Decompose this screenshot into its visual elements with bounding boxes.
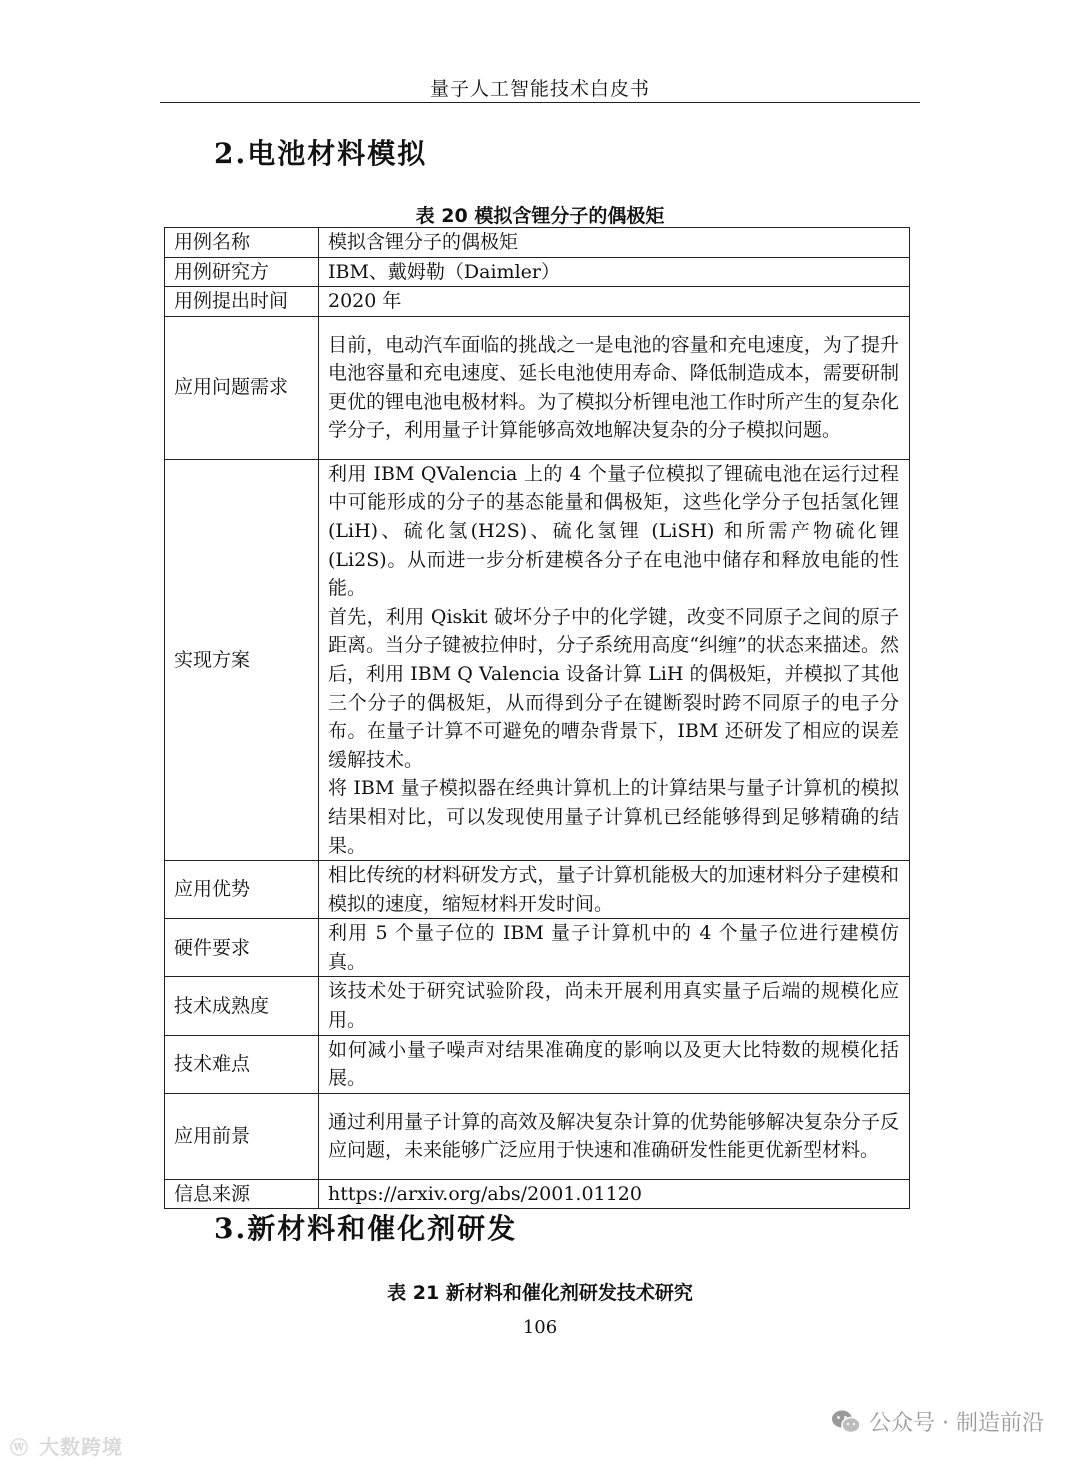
table-row: [165, 316, 910, 459]
row-paragraph: 将 IBM 量子模拟器在经典计算机上的计算结果与量子计算机的模拟结果相对比，可以发现使用量子计算机已经能够得到足够精确的结果。: [328, 777, 899, 857]
row-value: [319, 861, 910, 919]
wechat-icon: [831, 1409, 861, 1435]
source-link[interactable]: https://arxiv.org/abs/2001.01120: [328, 1182, 642, 1205]
row-paragraph: 2020 年: [328, 290, 402, 313]
section-title-catalyst: 3.新材料和催化剂研发: [214, 1212, 518, 1245]
table-row: [165, 228, 910, 258]
table-row: [165, 1035, 910, 1093]
row-paragraph: 模拟含锂分子的偶极矩: [328, 231, 519, 253]
use-case-table: [164, 227, 910, 1209]
table-row: [165, 459, 910, 860]
watermark-right: [831, 1406, 1044, 1437]
table-row: [165, 257, 910, 287]
row-value: [319, 919, 910, 977]
row-label: 用例提出时间: [165, 287, 319, 317]
table-row: [165, 287, 910, 317]
weibo-icon: ⓦ: [10, 1438, 29, 1459]
row-paragraph: 目前，电动汽车面临的挑战之一是电池的容量和充电速度，为了提升电池容量和充电速度、延长电池使用寿命、降低制造成本，需要研制更优的锂电池电极材料。为了模拟分析锂电池工作时所产生的复杂化学分子，利用量子计算能够高效地解决复杂的分子模拟问题。: [328, 333, 899, 442]
row-paragraph: IBM、戴姆勒（Daimler）: [328, 260, 560, 283]
row-label: 硬件要求: [165, 919, 319, 977]
watermark-left-text: 大数跨境: [38, 1435, 123, 1459]
row-value: [319, 316, 910, 459]
page-number: 106: [522, 1317, 558, 1338]
row-value: [319, 228, 910, 258]
table-row: [165, 1179, 910, 1209]
table-caption-21: 表 21 新材料和催化剂研发技术研究: [387, 1282, 693, 1304]
watermark-right-text: 公众号 · 制造前沿: [869, 1411, 1044, 1436]
row-label: 应用前景: [165, 1093, 319, 1179]
row-label: 应用问题需求: [165, 316, 319, 459]
table-row: [165, 861, 910, 919]
table-row: [165, 919, 910, 977]
row-value: [319, 1179, 910, 1209]
header-divider: [160, 102, 920, 103]
row-label: 用例名称: [165, 228, 319, 258]
row-paragraph: 该技术处于研究试验阶段，尚未开展利用真实量子后端的规模化应用。: [328, 980, 899, 1032]
row-paragraph: 通过利用量子计算的高效及解决复杂计算的优势能够解决复杂分子反应问题，未来能够广泛应用于快速和准确研发性能更优新型材料。: [328, 1110, 899, 1162]
row-value: [319, 257, 910, 287]
row-value: [319, 459, 910, 860]
row-label: 技术成熟度: [165, 977, 319, 1035]
row-paragraph: 利用 5 个量子位的 IBM 量子计算机中的 4 个量子位进行建模仿真。: [328, 922, 899, 973]
row-value: [319, 977, 910, 1035]
table-row: [165, 977, 910, 1035]
row-label: 实现方案: [165, 459, 319, 860]
row-value: [319, 1035, 910, 1093]
row-paragraph: 利用 IBM QValencia 上的 4 个量子位模拟了锂硫电池在运行过程中可能形成的分子的基态能量和偶极矩，这些化学分子包括氢化锂 (LiH)、硫化氢(H2S)、硫化氢锂 (LiSH) 和所需产物硫化锂 (Li2S)。从而进一步分析建模各分子在电池中储存和释放电能的性能。: [328, 462, 899, 600]
watermark-left: [10, 1431, 123, 1460]
table-row: [165, 1093, 910, 1179]
row-label: 应用优势: [165, 861, 319, 919]
section-title-battery: 2.电池材料模拟: [214, 137, 428, 170]
row-label: 技术难点: [165, 1035, 319, 1093]
page-header-title: 量子人工智能技术白皮书: [429, 78, 650, 100]
table-caption-20: 表 20 模拟含锂分子的偶极矩: [415, 205, 665, 227]
row-paragraph: 相比传统的材料研发方式，量子计算机能极大的加速材料分子建模和模拟的速度，缩短材料开发时间。: [328, 864, 899, 915]
row-value: [319, 1093, 910, 1179]
row-label: 信息来源: [165, 1179, 319, 1209]
row-paragraph: 首先，利用 Qiskit 破坏分子中的化学键，改变不同原子之间的原子距离。当分子键被拉伸时，分子系统用高度“纠缠”的状态来描述。然后，利用 IBM Q Valencia 设备计算 LiH 的偶极矩，并模拟了其他三个分子的偶极矩，从而得到分子在键断裂时跨不同原子的电子分布。在量子计算不可避免的嘈杂背景下，IBM 还研发了相应的误差缓解技术。: [328, 605, 899, 771]
row-label: 用例研究方: [165, 257, 319, 287]
row-paragraph: 如何减小量子噪声对结果准确度的影响以及更大比特数的规模化括展。: [328, 1038, 899, 1090]
row-value: [319, 287, 910, 317]
